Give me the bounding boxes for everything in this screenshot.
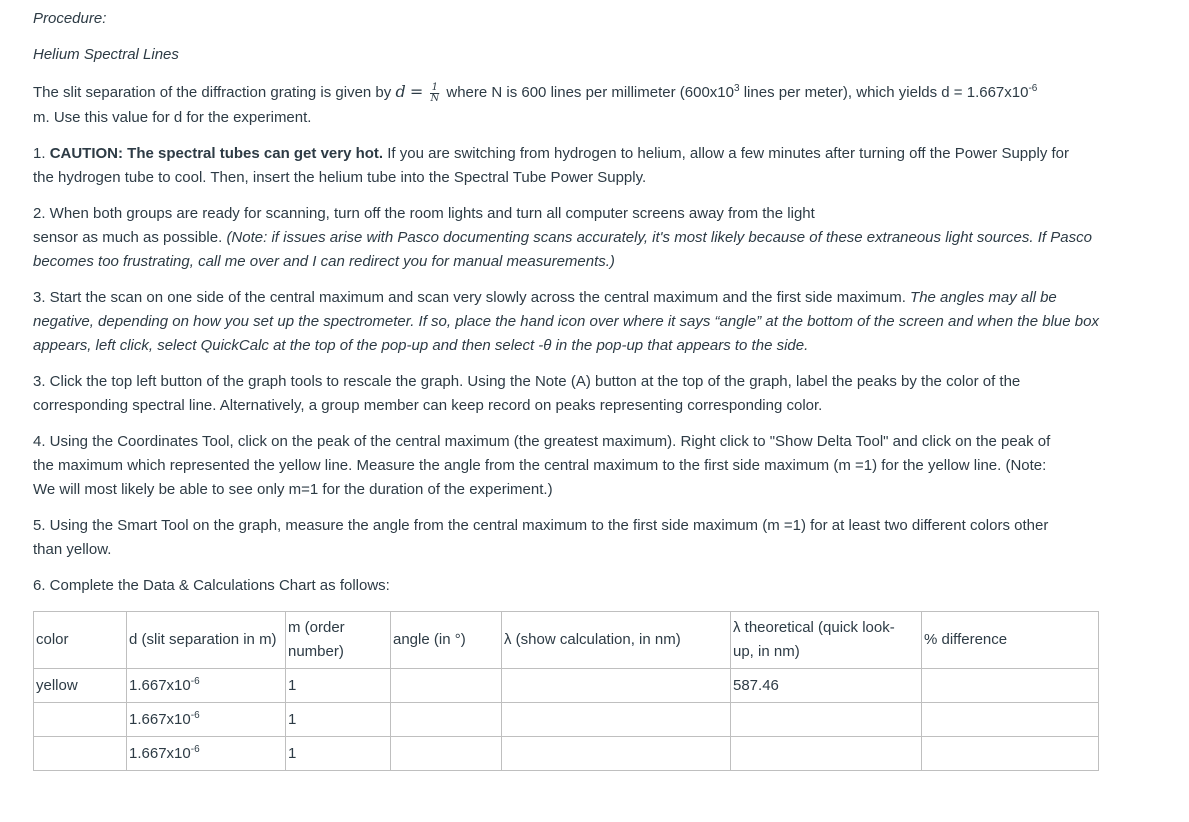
cell-lambda[interactable]	[502, 737, 731, 771]
caution-text: CAUTION: The spectral tubes can get very hot.	[49, 145, 384, 162]
cell-lambda[interactable]	[502, 669, 731, 703]
intro-line-1: The slit separation of the diffraction grating is given by d = $\frac{1}{N}$ where N is 600 lines per millimeter ($600x10^3$ lines per meter), which yields $d = 1.667x10^{-6}$	[33, 81, 1038, 104]
header-lambda: λ (show calculation, in nm)	[502, 612, 731, 669]
table-row	[34, 737, 1099, 771]
step-6: 6. Complete the Data & Calculations Chart as follows:	[33, 577, 390, 594]
intro-line-2: m. Use this value for d for the experiment.	[33, 109, 312, 126]
cell-d[interactable]: $1.667x10^{-6}$	[127, 703, 286, 737]
cell-angle[interactable]	[391, 703, 502, 737]
cell-m[interactable]: 1	[286, 737, 391, 771]
data-calculations-table	[33, 611, 1099, 771]
header-lambda-theoretical: λ theoretical (quick look- up, in nm)	[731, 612, 922, 669]
cell-m[interactable]: 1	[286, 703, 391, 737]
step-5-line-2: than yellow.	[33, 541, 112, 558]
step-4-line-3: We will most likely be able to see only m=1 for the duration of the experiment.)	[33, 481, 553, 498]
cell-lambda-theoretical[interactable]	[731, 703, 922, 737]
step-2-line-2: sensor as much as possible. (Note: if issues arise with Pasco documenting scans accurately, it's most likely because of these extraneous light sources. If Pasco	[33, 229, 1092, 246]
header-color: color	[34, 612, 127, 669]
step-5-line-1: 5. Using the Smart Tool on the graph, measure the angle from the central maximum to the first side maximum (m =1) for at least two different colors other	[33, 517, 1049, 534]
cell-d[interactable]: $1.667x10^{-6}$	[127, 737, 286, 771]
cell-lambda[interactable]	[502, 703, 731, 737]
step-3b-line-1: 3. Click the top left button of the graph tools to rescale the graph. Using the Note (A) button at the top of the graph, label the peaks by the color of the	[33, 373, 1021, 390]
step-2-line-3: becomes too frustrating, call me over and I can redirect you for manual measurements.)	[33, 253, 615, 270]
cell-color[interactable]: yellow	[34, 669, 127, 703]
step-1-line-1: 1. CAUTION: The spectral tubes can get very hot. If you are switching from hydrogen to helium, allow a few minutes after turning off the Power Supply for	[33, 145, 1069, 162]
step-3a-line-1: 3. Start the scan on one side of the central maximum and scan very slowly across the central maximum and the first side maximum. The angles may all be	[33, 289, 1057, 306]
cell-lambda-theoretical[interactable]	[731, 737, 922, 771]
cell-color[interactable]	[34, 737, 127, 771]
header-angle: angle (in °)	[391, 612, 502, 669]
cell-percent-difference[interactable]	[922, 669, 1099, 703]
formula-fraction: $\frac{1}{N}$	[430, 81, 440, 104]
cell-m[interactable]: 1	[286, 669, 391, 703]
header-d: d (slit separation in m)	[127, 612, 286, 669]
cell-angle[interactable]	[391, 669, 502, 703]
step-1-line-2: the hydrogen tube to cool. Then, insert the helium tube into the Spectral Tube Power Supply.	[33, 169, 647, 186]
formula-d: d	[395, 82, 406, 101]
step-3a-line-3: appears, left click, select QuickCalc at the top of the pop-up and then select -θ in the pop-up that appears to the side.	[33, 337, 809, 354]
cell-percent-difference[interactable]	[922, 737, 1099, 771]
cell-lambda-theoretical[interactable]: 587.46	[731, 669, 922, 703]
header-percent-difference: % difference	[922, 612, 1099, 669]
step-4-line-2: the maximum which represented the yellow line. Measure the angle from the central maximum to the first side maximum (m =1) for the yellow line. (Note:	[33, 457, 1047, 474]
table-row	[34, 703, 1099, 737]
cell-color[interactable]	[34, 703, 127, 737]
table-header-row	[34, 612, 1099, 669]
step-4-line-1: 4. Using the Coordinates Tool, click on the peak of the central maximum (the greatest maximum). Right click to "Show Delta Tool" and click on the peak of	[33, 433, 1051, 450]
step-2-line-1: 2. When both groups are ready for scanning, turn off the room lights and turn all computer screens away from the light	[33, 205, 815, 222]
cell-d[interactable]: $1.667x10^{-6}$	[127, 669, 286, 703]
cell-angle[interactable]	[391, 737, 502, 771]
section-title: Helium Spectral Lines	[33, 46, 179, 63]
cell-percent-difference[interactable]	[922, 703, 1099, 737]
step-3b-line-2: corresponding spectral line. Alternatively, a group member can keep record on peaks representing corresponding color.	[33, 397, 823, 414]
procedure-label: Procedure:	[33, 10, 107, 27]
header-m: m (order number)	[286, 612, 391, 669]
step-3a-line-2: negative, depending on how you set up the spectrometer. If so, place the hand icon over where it says “angle” at the bottom of the screen and when the blue box	[33, 313, 1099, 330]
table-row	[34, 669, 1099, 703]
